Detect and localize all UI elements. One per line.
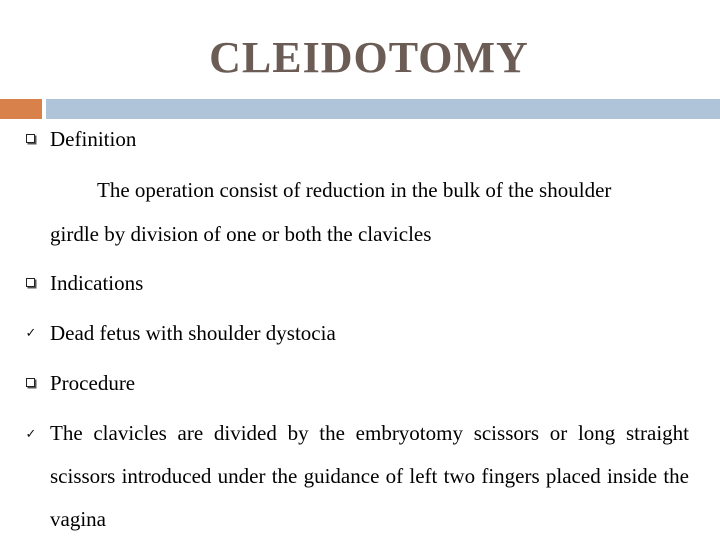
procedure-heading: Procedure bbox=[50, 371, 136, 395]
checkmark-icon: ✓ bbox=[25, 427, 37, 442]
slide-title: CLEIDOTOMY bbox=[209, 33, 529, 82]
indications-heading: Indications bbox=[50, 271, 144, 295]
accent-bar-orange bbox=[0, 99, 42, 119]
definition-heading: Definition bbox=[50, 127, 137, 151]
definition-line-2: girdle by division of one or both the clavicles bbox=[50, 222, 432, 246]
square-bullet-icon bbox=[24, 128, 38, 143]
square-bullet-icon bbox=[24, 372, 38, 387]
accent-bar-blue bbox=[46, 99, 720, 119]
definition-line-1: The operation consist of reduction in the bulk of the shoulder bbox=[97, 178, 612, 202]
procedure-item-text: The clavicles are divided by the embryotomy scissors or long straight scissors introduced under the guidance of left two fingers placed inside the vagina bbox=[50, 421, 689, 531]
checkmark-icon: ✓ bbox=[25, 326, 37, 341]
indications-item-text: Dead fetus with shoulder dystocia bbox=[50, 321, 336, 345]
square-bullet-icon bbox=[24, 272, 38, 287]
